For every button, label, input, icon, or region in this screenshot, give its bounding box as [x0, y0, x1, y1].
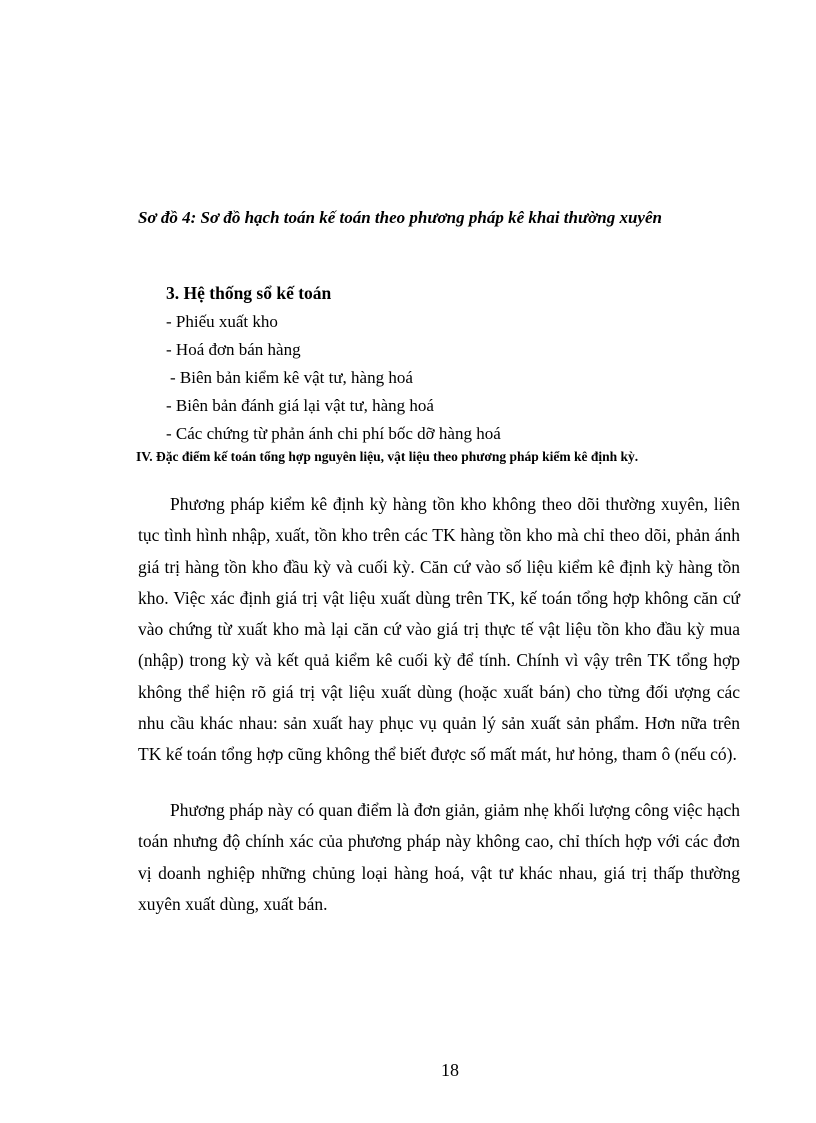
accounting-documents-list	[166, 308, 501, 448]
section-heading: 3. Hệ thống sổ kế toán	[166, 283, 332, 303]
page-number: 18	[441, 1060, 459, 1080]
body-paragraph: Phương pháp kiểm kê định kỳ hàng tồn kho không theo dõi thường xuyên, liên tục tình hình nhập, xuất, tồn kho trên các TK hàng tồn kho mà chỉ theo dõi, phản ánh giá trị hàng tồn kho đầu kỳ và cuối kỳ. Căn cứ vào số liệu kiểm kê định kỳ hàng tồn kho. Việc xác định giá trị vật liệu xuất dùng trên TK, kế toán tổng hợp không căn cứ vào chứng từ xuất kho mà lại căn cứ vào giá trị thực tế vật liệu tồn kho đầu kỳ mua (nhập) trong kỳ và kết quả kiểm kê cuối kỳ để tính. Chính vì vậy trên TK tổng hợp không thể hiện rõ giá trị vật liệu xuất dùng (hoặc xuất bán) cho từng đối ượng các nhu cầu khác nhau: sản xuất hay phục vụ quản lý sản xuất sản phẩm. Hơn nữa trên TK kế toán tổng hợp cũng không thể biết được số mất mát, hư hỏng, tham ô (nếu có).	[138, 494, 740, 765]
list-item: - Biên bản đánh giá lại vật tư, hàng hoá	[166, 396, 434, 415]
list-item: - Phiếu xuất kho	[166, 312, 278, 331]
list-item: - Biên bản kiểm kê vật tư, hàng hoá	[170, 368, 413, 387]
subsection-heading: IV. Đặc điểm kế toán tổng hợp nguyên liệu, vật liệu theo phương pháp kiểm kê định kỳ.	[136, 449, 639, 464]
list-item: - Hoá đơn bán hàng	[166, 340, 301, 359]
body-paragraph: Phương pháp này có quan điểm là đơn giản, giảm nhẹ khối lượng công việc hạch toán nhưng độ chính xác của phương pháp này không cao, chỉ thích hợp với các đơn vị doanh nghiệp những chủng loại hàng hoá, vật tư khác nhau, giá trị thấp thường xuyên xuất dùng, xuất bán.	[138, 800, 740, 914]
list-item: - Các chứng từ phản ánh chi phí bốc dỡ hàng hoá	[166, 424, 501, 443]
diagram-caption: Sơ đồ 4: Sơ đồ hạch toán kế toán theo phương pháp kê khai thường xuyên	[138, 208, 662, 227]
